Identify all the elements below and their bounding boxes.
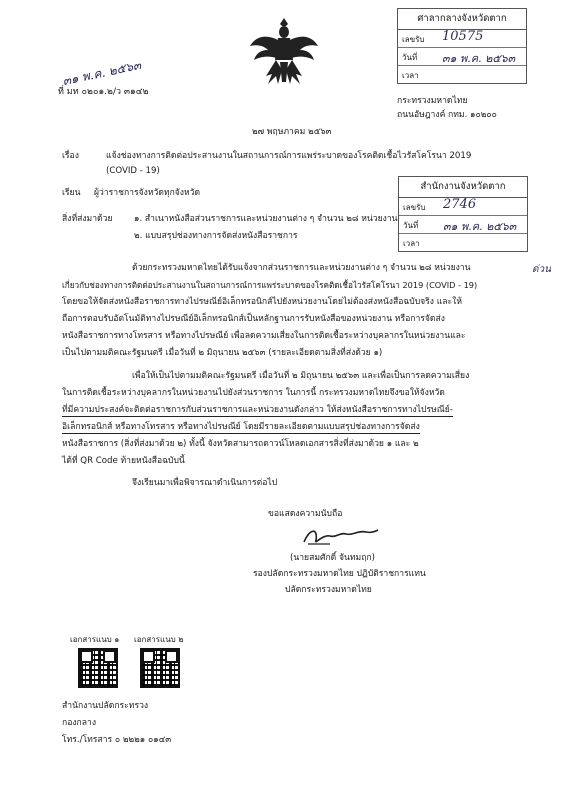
stamp-row-date: วันที่ ๓๑ พ.ค. ๒๕๖๓ [398,48,526,66]
stamp-header: ศาลากลางจังหวัดตาก [398,9,526,30]
salutation-label: เรียน [62,188,81,198]
enclosure-item-2: ๒. แบบสรุปช่องทางการจัดส่งหนังสือราชการ [134,231,298,241]
stamp-number-value: 10575 [442,29,484,44]
handwritten-receive-date: ๓๑ พ.ค. ๒๕๖๓ [61,57,143,89]
margin-note: ด่วน [532,264,551,275]
stamp-row-number: เลขรับ 2746 [399,198,527,216]
document-number: ที่ มท ๐๒๐๑.๒/ว ๓๑๔๒ [58,87,149,97]
subject-label: เรื่อง [62,151,79,161]
stamp-row-time: เวลา [403,239,420,248]
para1-line-3: โดยขอให้จัดส่งหนังสือราชการทางไปรษณีย์อิเล็กทรอนิกส์ไปยังหน่วยงานโดยไม่ต้องส่งหนังสือฉบับจริง และให้ [62,297,463,307]
qr-code-1 [78,648,118,688]
signer-title-1: รองปลัดกระทรวงมหาดไทย ปฏิบัติราชการแทน [253,569,426,579]
stamp-date-value: ๓๑ พ.ค. ๒๕๖๓ [442,52,516,65]
signer-name: (นายสมศักดิ์ จันทมฤก) [290,553,375,563]
footer-division: กองกลาง [62,718,97,728]
qr-label-1: เอกสารแนบ ๑ [70,635,120,644]
para2-line-5: หนังสือราชการ (สิ่งที่ส่งมาด้วย ๒) ทั้งนี้ จังหวัดสามารถดาวน์โหลดเอกสารสิ่งที่ส่งมาด้วย ๑ และ ๒ [62,439,419,449]
para2-line-6: ได้ที่ QR Code ท้ายหนังสือฉบับนี้ [62,456,185,466]
stamp-row-date: วันที่ ๓๑ พ.ค. ๒๕๖๓ [399,216,527,234]
para2-line-3: ที่มีความประสงค์จะติดต่อราชการกับส่วนราชการและหน่วยงานดังกล่าว ให้ส่งหนังสือราชการทางไปรษณีย์- [62,405,453,415]
stamp-date-value: ๓๑ พ.ค. ๒๕๖๓ [443,220,517,233]
para1-line-2: เกี่ยวกับช่องทางการติดต่อประสานงานในสถานการณ์การแพร่ระบาดของโรคติดเชื้อไวรัสโคโรนา 2019 (COVID - 19) [62,280,478,290]
signer-title-2: ปลัดกระทรวงมหาดไทย [285,585,372,595]
document-date: ๒๗ พฤษภาคม ๒๕๖๓ [252,127,332,137]
stamp-number-value: 2746 [443,197,477,212]
garuda-emblem [248,14,320,92]
footer-phone: โทร./โทรสาร ๐ ๒๒๒๑ ๐๑๔๓ [62,735,172,745]
registration-stamp-city-hall [397,8,527,84]
para1-line-1: ด้วยกระทรวงมหาดไทยได้รับแจ้งจากส่วนราชการและหน่วยงานต่าง ๆ จำนวน ๒๘ หน่วยงาน [132,263,471,273]
footer-office: สำนักงานปลัดกระทรวง [62,701,149,711]
subject-line-1: แจ้งช่องทางการติดต่อประสานงานในสถานการณ์การแพร่ระบาดของโรคติดเชื้อไวรัสโคโรนา 2019 [106,151,472,161]
enclosures-label: สิ่งที่ส่งมาด้วย [62,214,113,224]
para1-line-6: เป็นไปตามมติคณะรัฐมนตรี เมื่อวันที่ ๒ มิถุนายน ๒๕๖๓ (รายละเอียดตามสิ่งที่ส่งด้วย ๑) [62,348,383,358]
signature [300,524,380,550]
stamp-header: สำนักงานจังหวัดตาก [399,177,527,198]
salutation-text: ผู้ว่าราชการจังหวัดทุกจังหวัด [94,188,201,198]
sender-org: กระทรวงมหาดไทย [397,96,468,106]
registration-stamp-province [398,176,528,252]
para1-line-4: ถือการตอบรับอัตโนมัติทางไปรษณีย์อิเล็กทรอนิกส์เป็นหลักฐานการรับหนังสือของหน่วยงาน หรือการจัดส่ง [62,314,445,324]
regards: ขอแสดงความนับถือ [268,509,343,519]
para1-line-5: หนังสือราชการทางโทรสาร หรือทางไปรษณีย์ เพื่อลดความเสี่ยงในการติดเชื้อระหว่างบุคลากรในหน่วยงานและ [62,331,466,341]
para2-line-1: เพื่อให้เป็นไปตามมติคณะรัฐมนตรี เมื่อวันที่ ๒ มิถุนายน ๒๕๖๓ และเพื่อเป็นการลดความเสี่ยง [132,371,470,381]
para2-line-2: ในการติดเชื้อระหว่างบุคลากรในหน่วยงานไปยังส่วนราชการ ในการนี้ กระทรวงมหาดไทยจึงขอให้จังหวัด [62,388,445,398]
subject-line-2: (COVID - 19) [106,166,160,176]
qr-code-2 [140,648,180,688]
qr-label-2: เอกสารแนบ ๒ [134,635,184,644]
closing-line: จึงเรียนมาเพื่อพิจารณาดำเนินการต่อไป [132,478,278,488]
para2-line-4: อิเล็กทรอนิกส์ หรือทางโทรสาร หรือทางไปรษณีย์ โดยมีรายละเอียดตามแบบสรุปช่องทางการจัดส่ง [62,422,420,432]
sender-address: ถนนอัษฎางค์ กทม. ๑๐๒๐๐ [397,110,497,120]
stamp-row-time: เวลา [402,71,419,80]
stamp-row-number: เลขรับ 10575 [398,30,526,48]
enclosure-item-1: ๑. สำเนาหนังสือส่วนราชการและหน่วยงานต่าง ๆ จำนวน ๒๘ หน่วยงาน [134,214,398,224]
